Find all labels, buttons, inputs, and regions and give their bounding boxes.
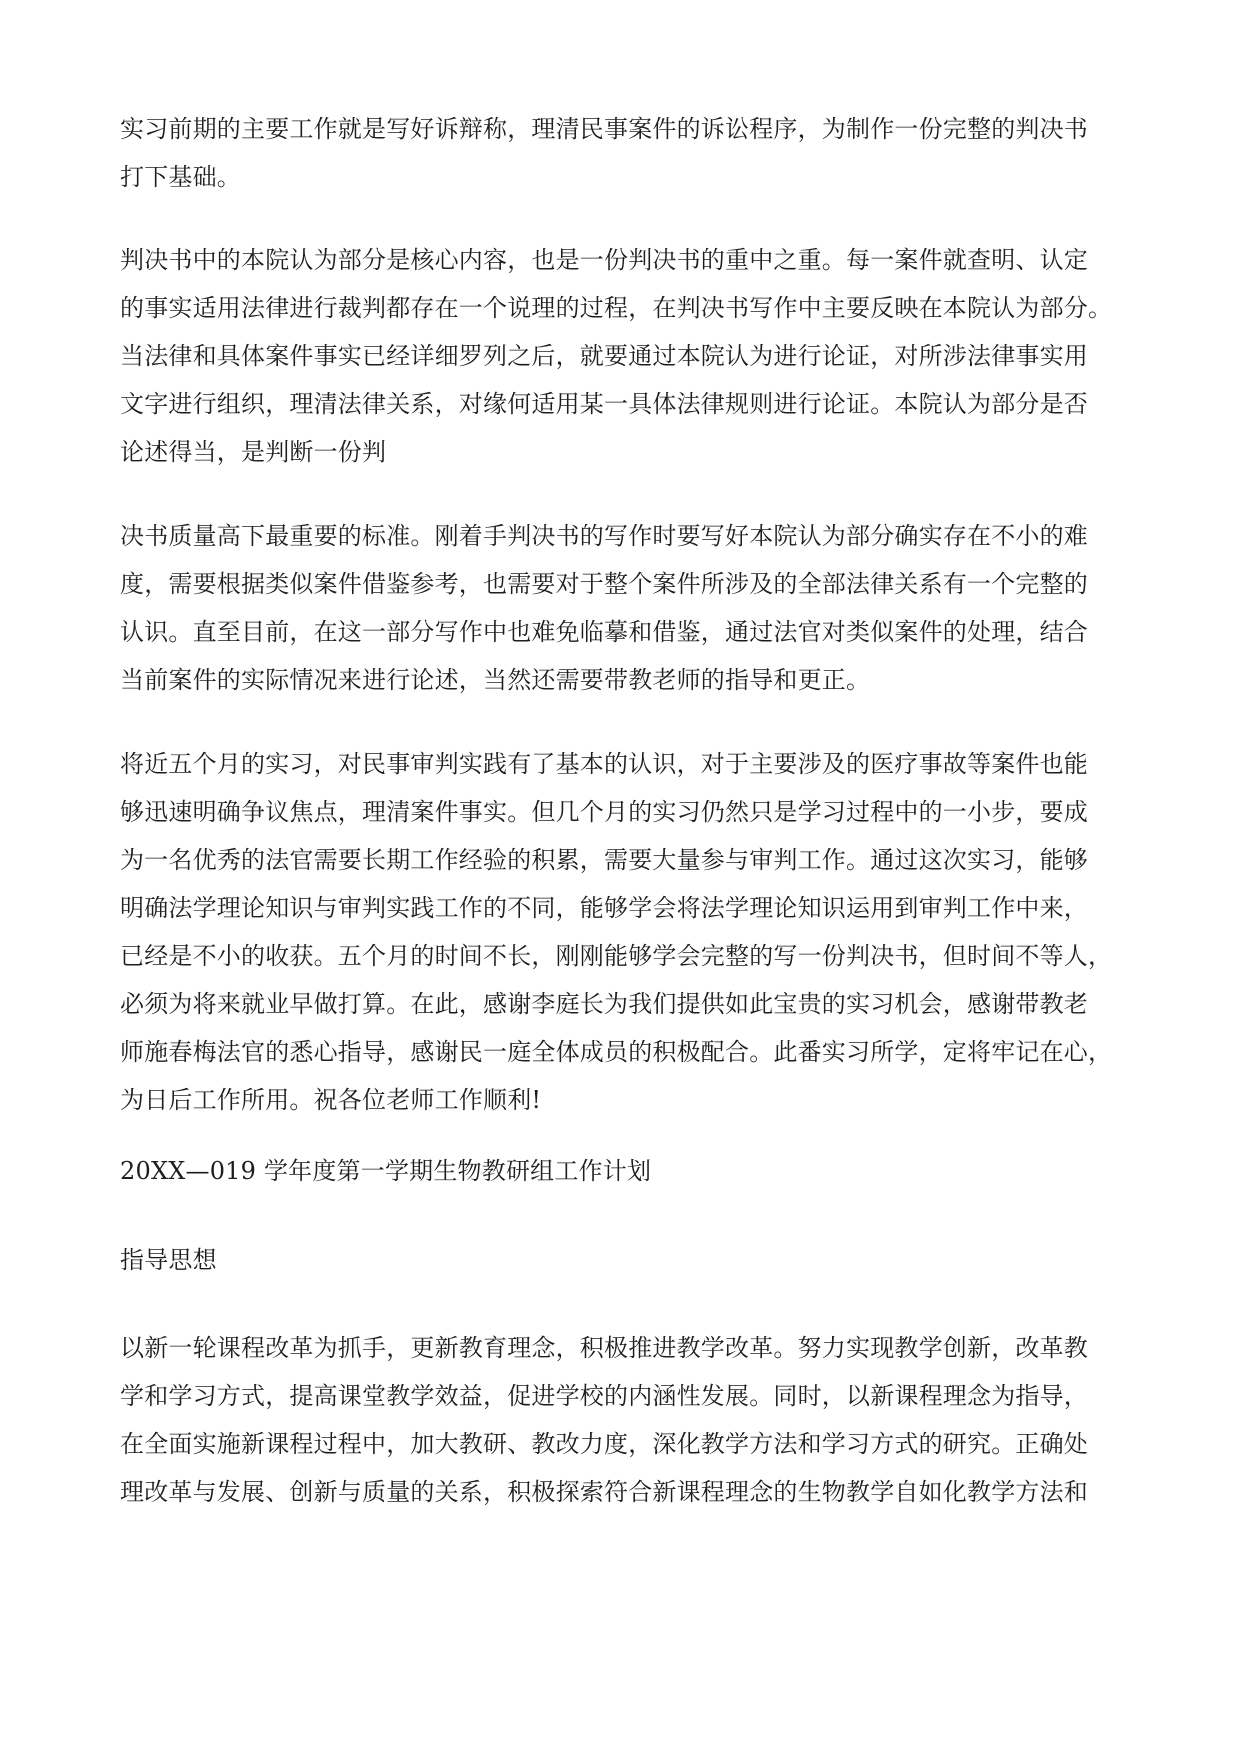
text-line: 学和学习方式，提高课堂教学效益，促进学校的内涵性发展。同时，以新课程理念为指导， — [120, 1382, 1088, 1410]
paragraph-internship-early-work — [120, 105, 1120, 201]
text-line: 在全面实施新课程过程中，加大教研、教改力度，深化教学方法和学习方式的研究。正确处 — [120, 1430, 1088, 1458]
text-line: 够迅速明确争议焦点，理清案件事实。但几个月的实习仍然只是学习过程中的一小步，要成 — [120, 798, 1088, 826]
text-line: 为日后工作所用。祝各位老师工作顺利! — [120, 1086, 542, 1114]
heading-work-plan-title — [120, 1147, 1120, 1195]
text-line: 度，需要根据类似案件借鉴参考，也需要对于整个案件所涉及的全部法律关系有一个完整的 — [120, 570, 1088, 598]
text-line: 实习前期的主要工作就是写好诉辩称，理清民事案件的诉讼程序，为制作一份完整的判决书 — [120, 115, 1088, 143]
text-line: 理改革与发展、创新与质量的关系，积极探索符合新课程理念的生物教学自如化教学方法和 — [120, 1478, 1088, 1506]
paragraph-guiding-ideology-body — [120, 1324, 1120, 1516]
text-line: 论述得当，是判断一份判 — [120, 438, 387, 466]
paragraph-internship-summary — [120, 740, 1120, 1124]
text-line: 必须为将来就业早做打算。在此，感谢李庭长为我们提供如此宝贵的实习机会，感谢带教老 — [120, 990, 1088, 1018]
text-line: 的事实适用法律进行裁判都存在一个说理的过程，在判决书写作中主要反映在本院认为部分。 — [120, 294, 1113, 322]
text-line: 打下基础。 — [120, 163, 241, 191]
text-line: 将近五个月的实习，对民事审判实践有了基本的认识，对于主要涉及的医疗事故等案件也能 — [120, 750, 1088, 778]
paragraph-court-opinion-core — [120, 236, 1120, 476]
text-line: 判决书中的本院认为部分是核心内容，也是一份判决书的重中之重。每一案件就查明、认定 — [120, 246, 1088, 274]
text-line: 为一名优秀的法官需要长期工作经验的积累，需要大量参与审判工作。通过这次实习，能够 — [120, 846, 1088, 874]
text-line: 文字进行组织，理清法律关系，对缘何适用某一具体法律规则进行论证。本院认为部分是否 — [120, 390, 1088, 418]
heading-guiding-ideology — [120, 1236, 1120, 1284]
text-line: 当前案件的实际情况来进行论述，当然还需要带教老师的指导和更正。 — [120, 666, 871, 694]
text-line: 决书质量高下最重要的标准。刚着手判决书的写作时要写好本院认为部分确实存在不小的难 — [120, 522, 1088, 550]
text-line: 师施春梅法官的悉心指导，感谢民一庭全体成员的积极配合。此番实习所学，定将牢记在心， — [120, 1038, 1113, 1066]
paragraph-judgment-quality — [120, 512, 1120, 704]
text-line: 以新一轮课程改革为抓手，更新教育理念，积极推进教学改革。努力实现教学创新，改革教 — [120, 1334, 1088, 1362]
text-line: 已经是不小的收获。五个月的时间不长，刚刚能够学会完整的写一份判决书，但时间不等人， — [120, 942, 1113, 970]
text-line: 指导思想 — [120, 1246, 217, 1274]
text-line: 明确法学理论知识与审判实践工作的不同，能够学会将法学理论知识运用到审判工作中来， — [120, 894, 1088, 922]
text-line: 当法律和具体案件事实已经详细罗列之后，就要通过本院认为进行论证，对所涉法律事实用 — [120, 342, 1088, 370]
text-line: 20XX—019 学年度第一学期生物教研组工作计划 — [120, 1157, 652, 1185]
text-line: 认识。直至目前，在这一部分写作中也难免临摹和借鉴，通过法官对类似案件的处理，结合 — [120, 618, 1088, 646]
